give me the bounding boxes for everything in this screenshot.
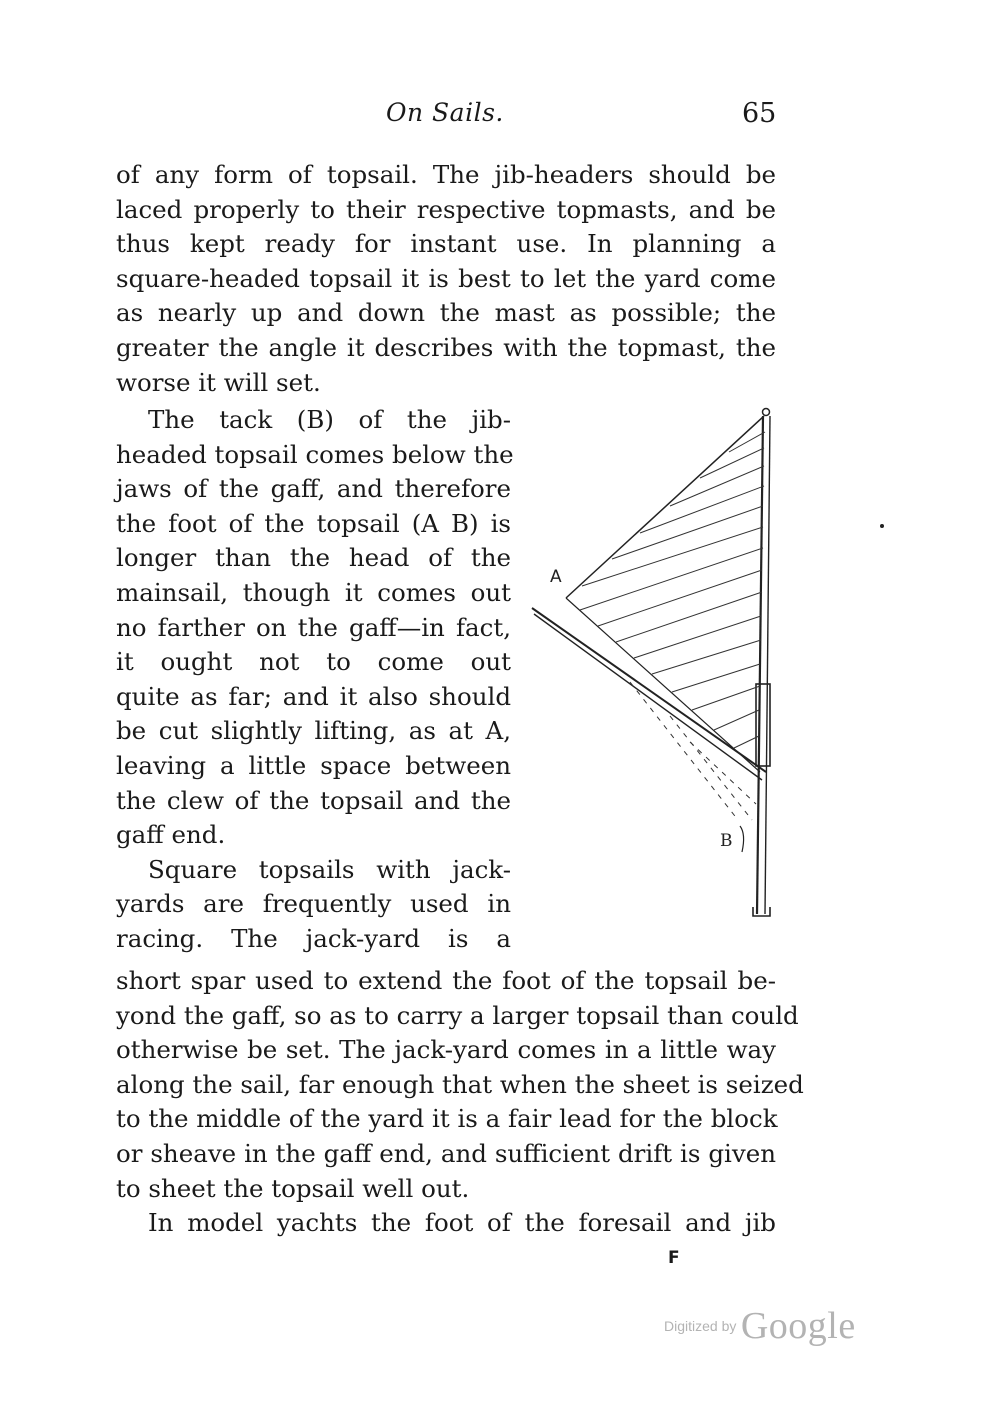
text-line: or sheave in the gaff end, and sufficient drift is given — [116, 1138, 776, 1168]
page-number: 65 — [742, 98, 777, 129]
text-line: yards are frequently used in — [116, 889, 511, 919]
label-b: B — [720, 831, 733, 851]
running-head: On Sails. — [386, 98, 504, 127]
topsail-diagram — [520, 402, 790, 922]
text-line: along the sail, far enough that when the sheet is seized — [116, 1069, 804, 1099]
text-line: quite as far; and it also should — [116, 681, 511, 711]
label-a: A — [550, 567, 562, 587]
mast-line-inner — [765, 416, 770, 914]
digitized-watermark — [664, 1304, 856, 1348]
text-line: short spar used to extend the foot of the topsail be- — [116, 966, 776, 995]
text-line: as nearly up and down the mast as possible; the — [116, 298, 776, 328]
text-line: it ought not to come out — [116, 647, 511, 677]
text-line: mainsail, though it comes out — [116, 577, 511, 607]
topsail-hatching — [580, 432, 765, 748]
text-line: leaving a little space between — [116, 750, 511, 780]
text-line: greater the angle it describes with the topmast, the — [116, 332, 776, 362]
watermark-prefix: Digitized by — [664, 1318, 737, 1334]
paragraph-3 — [116, 964, 804, 1241]
text-line: longer than the head of the — [116, 543, 511, 573]
text-line: jaws of the gaff, and therefore — [116, 474, 511, 504]
text-line: be cut slightly lifting, as at A, — [116, 716, 511, 746]
text-line: The tack (B) of the jib- — [148, 405, 511, 434]
text-line: otherwise be set. The jack-yard comes in a little way — [116, 1035, 776, 1065]
stray-mark — [880, 524, 884, 528]
topsail-foot-line — [566, 598, 760, 772]
text-line: no farther on the gaff—in fact, — [116, 612, 511, 642]
mast-foot — [753, 907, 770, 916]
text-line: headed topsail comes below the — [116, 439, 514, 469]
label-b-bracket — [740, 826, 744, 852]
gaff-line — [532, 608, 766, 772]
text-line: square-headed topsail it is best to let the yard come — [116, 263, 776, 293]
text-line: racing. The jack-yard is a — [116, 923, 511, 953]
text-line: worse it will set. — [116, 367, 321, 397]
paragraph-1 — [116, 158, 776, 400]
text-line: to sheet the topsail well out. — [116, 1173, 470, 1203]
text-line: In model yachts the foot of the foresail and jib — [148, 1208, 776, 1238]
watermark-brand: Google — [740, 1305, 856, 1347]
text-line: of any form of topsail. The jib-headers should be — [116, 160, 776, 189]
paragraph-2 — [116, 403, 514, 957]
signature-mark: F — [668, 1248, 680, 1268]
text-line: yond the gaff, so as to carry a larger topsail than could — [116, 1000, 799, 1030]
text-line: Square topsails with jack- — [148, 854, 511, 884]
text-line: the clew of the topsail and the — [116, 785, 511, 815]
masthead — [763, 409, 770, 416]
text-line: laced properly to their respective topmasts, and be — [116, 194, 776, 224]
topsail-head-line — [566, 416, 764, 598]
text-line: gaff end. — [116, 820, 226, 850]
text-line: the foot of the topsail (A B) is — [116, 508, 511, 538]
text-line: thus kept ready for instant use. In planning a — [116, 229, 776, 259]
text-line: to the middle of the yard it is a fair lead for the block — [116, 1104, 778, 1134]
